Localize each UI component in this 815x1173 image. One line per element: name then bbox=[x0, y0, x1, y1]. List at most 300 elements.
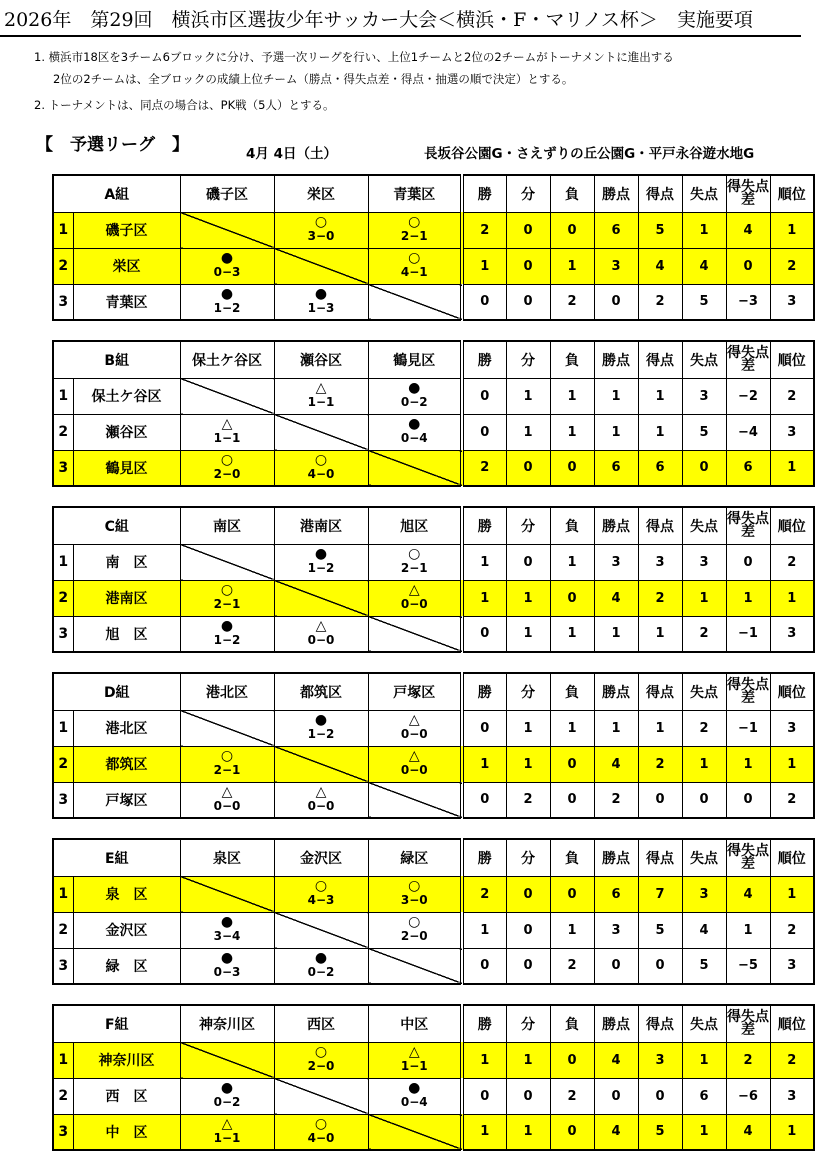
stat-gf: 7 bbox=[638, 876, 682, 912]
stat-ga: 3 bbox=[682, 378, 726, 414]
match-score: 3−0 bbox=[307, 229, 335, 243]
match-result-cell bbox=[180, 948, 274, 984]
stat-header-rank: 順位 bbox=[770, 1005, 814, 1042]
stat-draw: 0 bbox=[506, 284, 550, 320]
stat-rank: 3 bbox=[770, 284, 814, 320]
result-symbol: ○ bbox=[408, 546, 421, 562]
stat-gd: 1 bbox=[726, 912, 770, 948]
result-symbol: ○ bbox=[220, 582, 234, 598]
stat-loss: 1 bbox=[550, 616, 594, 652]
opponent-column-header: 金沢区 bbox=[274, 839, 368, 876]
team-row bbox=[53, 378, 814, 414]
team-number: 2 bbox=[53, 912, 73, 948]
result-symbol: △ bbox=[221, 416, 233, 432]
match-result-cell bbox=[274, 710, 368, 746]
stat-header-ga: 失点 bbox=[682, 175, 726, 212]
stat-win: 0 bbox=[462, 710, 506, 746]
stat-loss: 0 bbox=[550, 212, 594, 248]
stat-header-win: 勝 bbox=[462, 1005, 506, 1042]
stat-header-rank: 順位 bbox=[770, 341, 814, 378]
result-symbol: △ bbox=[408, 712, 420, 728]
stat-points: 3 bbox=[594, 912, 638, 948]
match-result-cell bbox=[180, 414, 274, 450]
team-row bbox=[53, 710, 814, 746]
rule-note-1-continued: 2位の2チームは、全ブロックの成績上位チーム（勝点・得失点差・得点・抽選の順で決定）とする。 bbox=[53, 72, 574, 86]
group-name: B組 bbox=[53, 341, 180, 378]
stat-loss: 0 bbox=[550, 1042, 594, 1078]
stat-gd: 4 bbox=[726, 876, 770, 912]
match-score: 4−1 bbox=[400, 265, 428, 279]
stat-draw: 1 bbox=[506, 1042, 550, 1078]
team-row bbox=[53, 876, 814, 912]
team-name: 戸塚区 bbox=[73, 782, 180, 818]
stat-header-gd: 得失点差 bbox=[726, 341, 770, 378]
result-symbol: ● bbox=[220, 949, 234, 966]
team-name: 磯子区 bbox=[73, 212, 180, 248]
page-title: 2026年 第29回 横浜市区選抜少年サッカー大会＜横浜・F・マリノス杯＞ 実施要項 bbox=[4, 9, 753, 31]
team-row bbox=[53, 782, 814, 818]
self-match-cell bbox=[274, 248, 368, 284]
match-result-cell bbox=[274, 212, 368, 248]
match-score: 0−3 bbox=[213, 265, 241, 279]
stat-header-draw: 分 bbox=[506, 839, 550, 876]
match-result-cell bbox=[180, 782, 274, 818]
stat-header-rank: 順位 bbox=[770, 839, 814, 876]
result-symbol: ○ bbox=[408, 914, 421, 930]
stat-ga: 2 bbox=[682, 710, 726, 746]
group-header-row bbox=[53, 507, 814, 544]
stat-gd: 0 bbox=[726, 782, 770, 818]
stat-draw: 0 bbox=[506, 912, 550, 948]
stat-header-gd: 得失点差 bbox=[726, 507, 770, 544]
stat-draw: 0 bbox=[506, 876, 550, 912]
stat-gd: −1 bbox=[726, 710, 770, 746]
match-score: 3−0 bbox=[400, 893, 428, 907]
team-name: 都筑区 bbox=[73, 746, 180, 782]
result-symbol: ● bbox=[314, 285, 328, 302]
opponent-column-header: 旭区 bbox=[368, 507, 462, 544]
stat-draw: 0 bbox=[506, 544, 550, 580]
match-score: 0−0 bbox=[400, 597, 428, 611]
stat-gf: 2 bbox=[638, 746, 682, 782]
self-match-cell bbox=[180, 544, 274, 580]
result-symbol: ● bbox=[408, 380, 421, 396]
self-match-cell bbox=[368, 782, 462, 818]
stat-loss: 0 bbox=[550, 782, 594, 818]
team-name: 金沢区 bbox=[73, 912, 180, 948]
team-number: 3 bbox=[53, 450, 73, 486]
match-result-cell bbox=[180, 912, 274, 948]
match-score: 2−0 bbox=[307, 1059, 335, 1073]
opponent-column-header: 緑区 bbox=[368, 839, 462, 876]
team-name: 鶴見区 bbox=[73, 450, 180, 486]
rule-note-2: 2. トーナメントは、同点の場合は、PK戦（5人）とする。 bbox=[34, 98, 335, 112]
team-name: 保土ケ谷区 bbox=[73, 378, 180, 414]
stat-points: 0 bbox=[594, 948, 638, 984]
group-name: A組 bbox=[53, 175, 180, 212]
stat-rank: 3 bbox=[770, 710, 814, 746]
match-score: 2−0 bbox=[400, 929, 428, 943]
match-score: 0−0 bbox=[307, 798, 335, 813]
stat-header-ga: 失点 bbox=[682, 1005, 726, 1042]
team-name: 西 区 bbox=[73, 1078, 180, 1114]
match-result-cell bbox=[274, 378, 368, 414]
stat-points: 6 bbox=[594, 212, 638, 248]
stat-rank: 1 bbox=[770, 1114, 814, 1150]
match-result-cell bbox=[368, 746, 462, 782]
result-symbol: ○ bbox=[408, 878, 421, 894]
stat-header-loss: 負 bbox=[550, 175, 594, 212]
team-number: 1 bbox=[53, 212, 73, 248]
result-symbol: ○ bbox=[314, 1044, 328, 1060]
team-name: 栄区 bbox=[73, 248, 180, 284]
stat-rank: 2 bbox=[770, 912, 814, 948]
result-symbol: ○ bbox=[408, 214, 421, 230]
stat-rank: 1 bbox=[770, 212, 814, 248]
self-match-cell bbox=[180, 1042, 274, 1078]
group-table bbox=[52, 174, 815, 321]
result-symbol: ○ bbox=[220, 451, 234, 468]
match-score: 2−1 bbox=[213, 763, 241, 777]
stat-gd: −4 bbox=[726, 414, 770, 450]
group-header-row bbox=[53, 341, 814, 378]
self-match-cell bbox=[368, 284, 462, 320]
stat-ga: 3 bbox=[682, 876, 726, 912]
stat-ga: 5 bbox=[682, 414, 726, 450]
result-symbol: ○ bbox=[314, 451, 328, 468]
group-header-row bbox=[53, 175, 814, 212]
stat-header-gf: 得点 bbox=[638, 507, 682, 544]
stat-win: 2 bbox=[462, 876, 506, 912]
stat-header-loss: 負 bbox=[550, 341, 594, 378]
team-row bbox=[53, 580, 814, 616]
stat-header-rank: 順位 bbox=[770, 673, 814, 710]
match-result-cell bbox=[180, 1078, 274, 1114]
stat-gd: 0 bbox=[726, 544, 770, 580]
stat-rank: 3 bbox=[770, 1078, 814, 1114]
stat-points: 4 bbox=[594, 1114, 638, 1150]
result-symbol: △ bbox=[408, 582, 420, 598]
result-symbol: △ bbox=[221, 1115, 233, 1132]
result-symbol: △ bbox=[408, 1044, 420, 1060]
result-symbol: ● bbox=[314, 949, 328, 966]
stat-win: 1 bbox=[462, 544, 506, 580]
team-number: 1 bbox=[53, 876, 73, 912]
team-number: 3 bbox=[53, 782, 73, 818]
stat-loss: 2 bbox=[550, 948, 594, 984]
result-symbol: ● bbox=[220, 1080, 234, 1096]
result-symbol: △ bbox=[315, 380, 327, 396]
stat-rank: 1 bbox=[770, 580, 814, 616]
match-result-cell bbox=[368, 212, 462, 248]
stat-header-win: 勝 bbox=[462, 673, 506, 710]
stat-rank: 2 bbox=[770, 782, 814, 818]
stat-header-points: 勝点 bbox=[594, 1005, 638, 1042]
result-symbol: ○ bbox=[220, 748, 234, 764]
stat-rank: 3 bbox=[770, 948, 814, 984]
result-symbol: ● bbox=[314, 546, 328, 562]
team-name: 青葉区 bbox=[73, 284, 180, 320]
result-symbol: ● bbox=[408, 1080, 421, 1096]
stat-draw: 0 bbox=[506, 248, 550, 284]
stat-header-gd: 得失点差 bbox=[726, 839, 770, 876]
match-score: 1−1 bbox=[213, 431, 241, 445]
stat-rank: 2 bbox=[770, 378, 814, 414]
stat-header-rank: 順位 bbox=[770, 175, 814, 212]
stat-header-gf: 得点 bbox=[638, 341, 682, 378]
stat-header-loss: 負 bbox=[550, 839, 594, 876]
stat-draw: 1 bbox=[506, 710, 550, 746]
stat-points: 4 bbox=[594, 580, 638, 616]
stat-header-ga: 失点 bbox=[682, 507, 726, 544]
stat-draw: 1 bbox=[506, 746, 550, 782]
opponent-column-header: 南区 bbox=[180, 507, 274, 544]
opponent-column-header: 都筑区 bbox=[274, 673, 368, 710]
stat-header-points: 勝点 bbox=[594, 507, 638, 544]
team-number: 2 bbox=[53, 248, 73, 284]
stat-draw: 0 bbox=[506, 450, 550, 486]
match-result-cell bbox=[368, 1078, 462, 1114]
stat-gf: 2 bbox=[638, 580, 682, 616]
stat-ga: 4 bbox=[682, 912, 726, 948]
rule-note-1: 1. 横浜市18区を3チーム6ブロックに分け、予選一次リーグを行い、上位1チームと2位の2チームがトーナメントに進出する bbox=[34, 50, 674, 64]
preliminary-league-heading: 【 予選リーグ 】 bbox=[36, 135, 189, 155]
self-match-cell bbox=[180, 876, 274, 912]
stat-header-gd: 得失点差 bbox=[726, 1005, 770, 1042]
group-table bbox=[52, 506, 815, 653]
opponent-column-header: 瀬谷区 bbox=[274, 341, 368, 378]
team-number: 3 bbox=[53, 948, 73, 984]
stat-gf: 2 bbox=[638, 284, 682, 320]
stat-header-win: 勝 bbox=[462, 507, 506, 544]
stat-gd: 1 bbox=[726, 746, 770, 782]
stat-draw: 1 bbox=[506, 378, 550, 414]
team-number: 1 bbox=[53, 710, 73, 746]
stat-gf: 5 bbox=[638, 912, 682, 948]
team-row bbox=[53, 1078, 814, 1114]
stat-loss: 0 bbox=[550, 1114, 594, 1150]
result-symbol: ○ bbox=[314, 214, 328, 230]
team-row bbox=[53, 284, 814, 320]
team-row bbox=[53, 616, 814, 652]
result-symbol: ● bbox=[408, 416, 421, 432]
match-result-cell bbox=[274, 948, 368, 984]
match-score: 2−1 bbox=[400, 229, 428, 243]
stat-header-loss: 負 bbox=[550, 1005, 594, 1042]
stat-draw: 0 bbox=[506, 948, 550, 984]
stat-win: 1 bbox=[462, 1042, 506, 1078]
opponent-column-header: 港南区 bbox=[274, 507, 368, 544]
stat-gf: 5 bbox=[638, 212, 682, 248]
opponent-column-header: 泉区 bbox=[180, 839, 274, 876]
stat-header-draw: 分 bbox=[506, 673, 550, 710]
stat-header-gf: 得点 bbox=[638, 175, 682, 212]
match-result-cell bbox=[274, 1114, 368, 1150]
team-name: 中 区 bbox=[73, 1114, 180, 1150]
group-header-row bbox=[53, 673, 814, 710]
opponent-column-header: 港北区 bbox=[180, 673, 274, 710]
stat-win: 0 bbox=[462, 378, 506, 414]
stat-gd: 1 bbox=[726, 580, 770, 616]
team-number: 1 bbox=[53, 378, 73, 414]
stat-ga: 2 bbox=[682, 616, 726, 652]
stat-points: 3 bbox=[594, 544, 638, 580]
stat-loss: 1 bbox=[550, 912, 594, 948]
stat-header-ga: 失点 bbox=[682, 839, 726, 876]
match-date: 4月 4日（土） bbox=[246, 146, 337, 162]
self-match-cell bbox=[368, 450, 462, 486]
stat-points: 4 bbox=[594, 746, 638, 782]
self-match-cell bbox=[274, 746, 368, 782]
match-result-cell bbox=[274, 544, 368, 580]
group-name: E組 bbox=[53, 839, 180, 876]
team-row bbox=[53, 1042, 814, 1078]
team-number: 1 bbox=[53, 544, 73, 580]
stat-win: 1 bbox=[462, 746, 506, 782]
stat-header-gf: 得点 bbox=[638, 839, 682, 876]
title-underline bbox=[0, 35, 801, 37]
match-score: 2−1 bbox=[213, 597, 241, 611]
team-row bbox=[53, 212, 814, 248]
self-match-cell bbox=[180, 212, 274, 248]
self-match-cell bbox=[368, 616, 462, 652]
match-result-cell bbox=[368, 414, 462, 450]
opponent-column-header: 神奈川区 bbox=[180, 1005, 274, 1042]
match-result-cell bbox=[274, 616, 368, 652]
group-name: C組 bbox=[53, 507, 180, 544]
stat-draw: 2 bbox=[506, 782, 550, 818]
match-score: 1−2 bbox=[213, 300, 241, 315]
self-match-cell bbox=[274, 912, 368, 948]
stat-loss: 0 bbox=[550, 450, 594, 486]
team-row bbox=[53, 414, 814, 450]
stat-ga: 3 bbox=[682, 544, 726, 580]
match-result-cell bbox=[368, 378, 462, 414]
match-result-cell bbox=[274, 284, 368, 320]
group-table bbox=[52, 340, 815, 487]
stat-ga: 1 bbox=[682, 1114, 726, 1150]
stat-loss: 0 bbox=[550, 876, 594, 912]
match-score: 4−0 bbox=[307, 466, 335, 481]
stat-loss: 1 bbox=[550, 544, 594, 580]
result-symbol: ● bbox=[220, 285, 234, 302]
opponent-column-header: 栄区 bbox=[274, 175, 368, 212]
result-symbol: △ bbox=[408, 748, 420, 764]
stat-points: 6 bbox=[594, 876, 638, 912]
team-row bbox=[53, 912, 814, 948]
match-result-cell bbox=[368, 248, 462, 284]
match-score: 2−0 bbox=[213, 466, 241, 481]
match-result-cell bbox=[274, 1042, 368, 1078]
stat-points: 1 bbox=[594, 616, 638, 652]
stat-ga: 4 bbox=[682, 248, 726, 284]
match-score: 0−4 bbox=[400, 431, 428, 445]
stat-rank: 3 bbox=[770, 616, 814, 652]
result-symbol: △ bbox=[315, 783, 327, 800]
stat-loss: 0 bbox=[550, 746, 594, 782]
match-score: 1−1 bbox=[400, 1059, 428, 1073]
opponent-column-header: 戸塚区 bbox=[368, 673, 462, 710]
stat-win: 0 bbox=[462, 782, 506, 818]
stat-header-draw: 分 bbox=[506, 341, 550, 378]
match-result-cell bbox=[180, 580, 274, 616]
stat-gd: −3 bbox=[726, 284, 770, 320]
stat-rank: 2 bbox=[770, 248, 814, 284]
match-venue: 長坂谷公園G・さえずりの丘公園G・平戸永谷遊水地G bbox=[424, 146, 755, 162]
stat-draw: 1 bbox=[506, 616, 550, 652]
stat-draw: 0 bbox=[506, 212, 550, 248]
match-result-cell bbox=[180, 1114, 274, 1150]
match-result-cell bbox=[368, 710, 462, 746]
stat-gd: 0 bbox=[726, 248, 770, 284]
stat-loss: 1 bbox=[550, 378, 594, 414]
self-match-cell bbox=[274, 414, 368, 450]
stat-points: 1 bbox=[594, 414, 638, 450]
stat-header-points: 勝点 bbox=[594, 673, 638, 710]
team-name: 港北区 bbox=[73, 710, 180, 746]
team-row bbox=[53, 948, 814, 984]
stat-loss: 0 bbox=[550, 580, 594, 616]
opponent-column-header: 鶴見区 bbox=[368, 341, 462, 378]
stat-gf: 1 bbox=[638, 710, 682, 746]
stat-gf: 4 bbox=[638, 248, 682, 284]
stat-draw: 0 bbox=[506, 1078, 550, 1114]
stat-ga: 1 bbox=[682, 1042, 726, 1078]
stat-gf: 0 bbox=[638, 948, 682, 984]
stat-points: 2 bbox=[594, 782, 638, 818]
stat-win: 0 bbox=[462, 1078, 506, 1114]
stat-header-gf: 得点 bbox=[638, 673, 682, 710]
match-result-cell bbox=[180, 616, 274, 652]
stat-header-win: 勝 bbox=[462, 175, 506, 212]
stat-header-points: 勝点 bbox=[594, 839, 638, 876]
opponent-column-header: 保土ケ谷区 bbox=[180, 341, 274, 378]
self-match-cell bbox=[180, 378, 274, 414]
stat-win: 1 bbox=[462, 248, 506, 284]
stat-gd: 4 bbox=[726, 1114, 770, 1150]
match-result-cell bbox=[180, 450, 274, 486]
stat-header-gd: 得失点差 bbox=[726, 175, 770, 212]
team-number: 2 bbox=[53, 414, 73, 450]
stat-points: 0 bbox=[594, 284, 638, 320]
opponent-column-header: 西区 bbox=[274, 1005, 368, 1042]
result-symbol: ● bbox=[220, 617, 234, 634]
stat-header-win: 勝 bbox=[462, 341, 506, 378]
stat-gd: −5 bbox=[726, 948, 770, 984]
stat-header-gd: 得失点差 bbox=[726, 673, 770, 710]
stat-gd: −6 bbox=[726, 1078, 770, 1114]
match-score: 0−2 bbox=[213, 1095, 241, 1109]
stat-points: 6 bbox=[594, 450, 638, 486]
stat-win: 0 bbox=[462, 616, 506, 652]
team-row bbox=[53, 248, 814, 284]
stat-header-points: 勝点 bbox=[594, 175, 638, 212]
team-number: 3 bbox=[53, 1114, 73, 1150]
stat-gd: −2 bbox=[726, 378, 770, 414]
stat-gd: 6 bbox=[726, 450, 770, 486]
match-score: 0−2 bbox=[307, 964, 335, 979]
stat-gf: 5 bbox=[638, 1114, 682, 1150]
stat-rank: 2 bbox=[770, 1042, 814, 1078]
result-symbol: ○ bbox=[314, 1115, 328, 1132]
team-number: 2 bbox=[53, 580, 73, 616]
stat-gf: 1 bbox=[638, 414, 682, 450]
match-score: 3−4 bbox=[213, 929, 241, 943]
team-name: 緑 区 bbox=[73, 948, 180, 984]
group-table bbox=[52, 672, 815, 819]
stat-header-win: 勝 bbox=[462, 839, 506, 876]
stat-ga: 1 bbox=[682, 212, 726, 248]
